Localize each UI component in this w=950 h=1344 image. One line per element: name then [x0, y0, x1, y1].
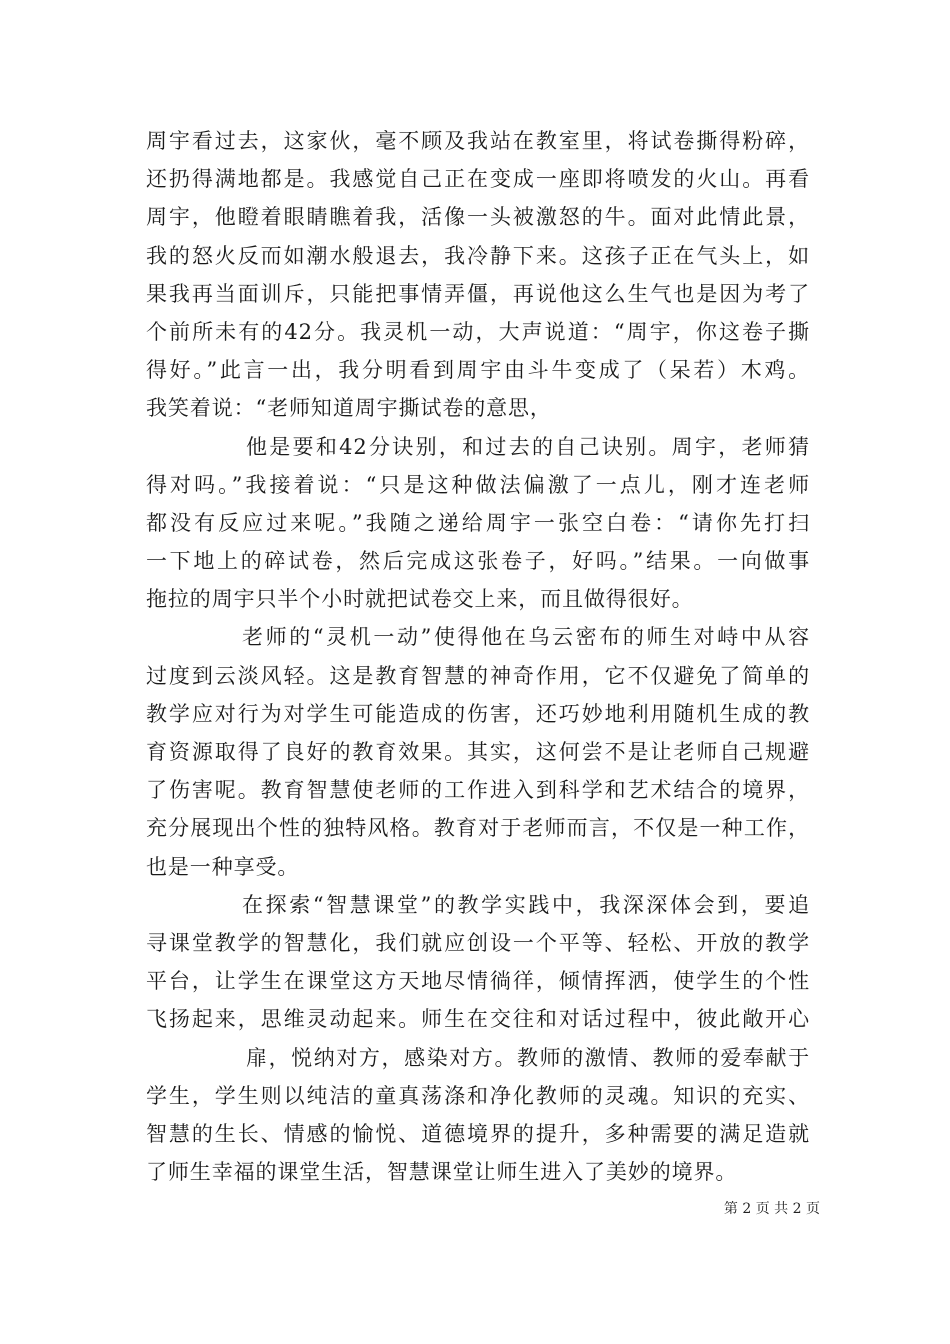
text-line: 得对吗。”我接着说：“只是这种做法偏激了一点儿，刚才连老师	[146, 472, 810, 497]
text-line: 充分展现出个性的独特风格。教育对于老师而言，不仅是一种工作，	[146, 816, 810, 841]
text-line: 还扔得满地都是。我感觉自己正在变成一座即将喷发的火山。再看	[146, 167, 810, 192]
text-line: 我笑着说：“老师知道周宇撕试卷的意思，	[146, 396, 552, 421]
text-line: 寻课堂教学的智慧化，我们就应创设一个平等、轻松、开放的教学	[146, 930, 810, 955]
text-line: 学生，学生则以纯洁的童真荡涤和净化教师的灵魂。知识的充实、	[146, 1083, 810, 1108]
text-line: 育资源取得了良好的教育效果。其实，这何尝不是让老师自己规避	[146, 740, 810, 764]
text-line: 在探索“智慧课堂”的教学实践中，我深深体会到，要追	[242, 892, 810, 917]
text-line: 过度到云淡风轻。这是教育智慧的神奇作用，它不仅避免了简单的	[146, 663, 810, 688]
text-line: 也是一种享受。	[146, 854, 300, 879]
text-line: 周宇，他瞪着眼睛瞧着我，活像一头被激怒的牛。面对此情此景，	[146, 205, 810, 230]
text-line: 了师生幸福的课堂生活，智慧课堂让师生进入了美妙的境界。	[146, 1160, 738, 1185]
text-line: 我的怒火反而如潮水般退去，我冷静下来。这孩子正在气头上，如	[146, 243, 810, 268]
text-line: 教学应对行为对学生可能造成的伤害，还巧妙地利用随机生成的教	[146, 701, 810, 726]
text-line: 一下地上的碎试卷，然后完成这张卷子，好吗。”结果。一向做事	[146, 549, 810, 574]
text-line: 老师的“灵机一动”使得他在乌云密布的师生对峙中从容	[242, 625, 810, 650]
body-text	[146, 122, 810, 1191]
text-line: 个前所未有的42分。我灵机一动，大声说道：“周宇，你这卷子撕	[146, 319, 810, 344]
text-line: 得好。”此言一出，我分明看到周宇由斗牛变成了（呆若）木鸡。	[146, 358, 810, 383]
text-line: 果我再当面训斥，只能把事情弄僵，再说他这么生气也是因为考了	[146, 281, 810, 306]
text-line: 他是要和42分诀别，和过去的自己诀别。周宇，老师猜	[246, 434, 810, 459]
text-line: 拖拉的周宇只半个小时就把试卷交上来，而且做得很好。	[146, 587, 694, 612]
text-line: 智慧的生长、情感的愉悦、道德境界的提升，多种需要的满足造就	[146, 1121, 810, 1146]
text-line: 扉，悦纳对方，感染对方。教师的激情、教师的爱奉献于	[246, 1045, 810, 1070]
text-line: 了伤害呢。教育智慧使老师的工作进入到科学和艺术结合的境界，	[146, 778, 810, 803]
text-line: 都没有反应过来呢。”我随之递给周宇一张空白卷：“请你先打扫	[146, 510, 810, 535]
text-line: 平台，让学生在课堂这方天地尽情徜徉，倾情挥洒，使学生的个性	[146, 969, 810, 994]
text-line: 周宇看过去，这家伙，毫不顾及我站在教室里，将试卷撕得粉碎，	[146, 129, 810, 153]
page-number: 第 2 页 共 2 页	[723, 1201, 820, 1217]
text-line: 飞扬起来，思维灵动起来。师生在交往和对话过程中，彼此敞开心	[146, 1007, 810, 1032]
